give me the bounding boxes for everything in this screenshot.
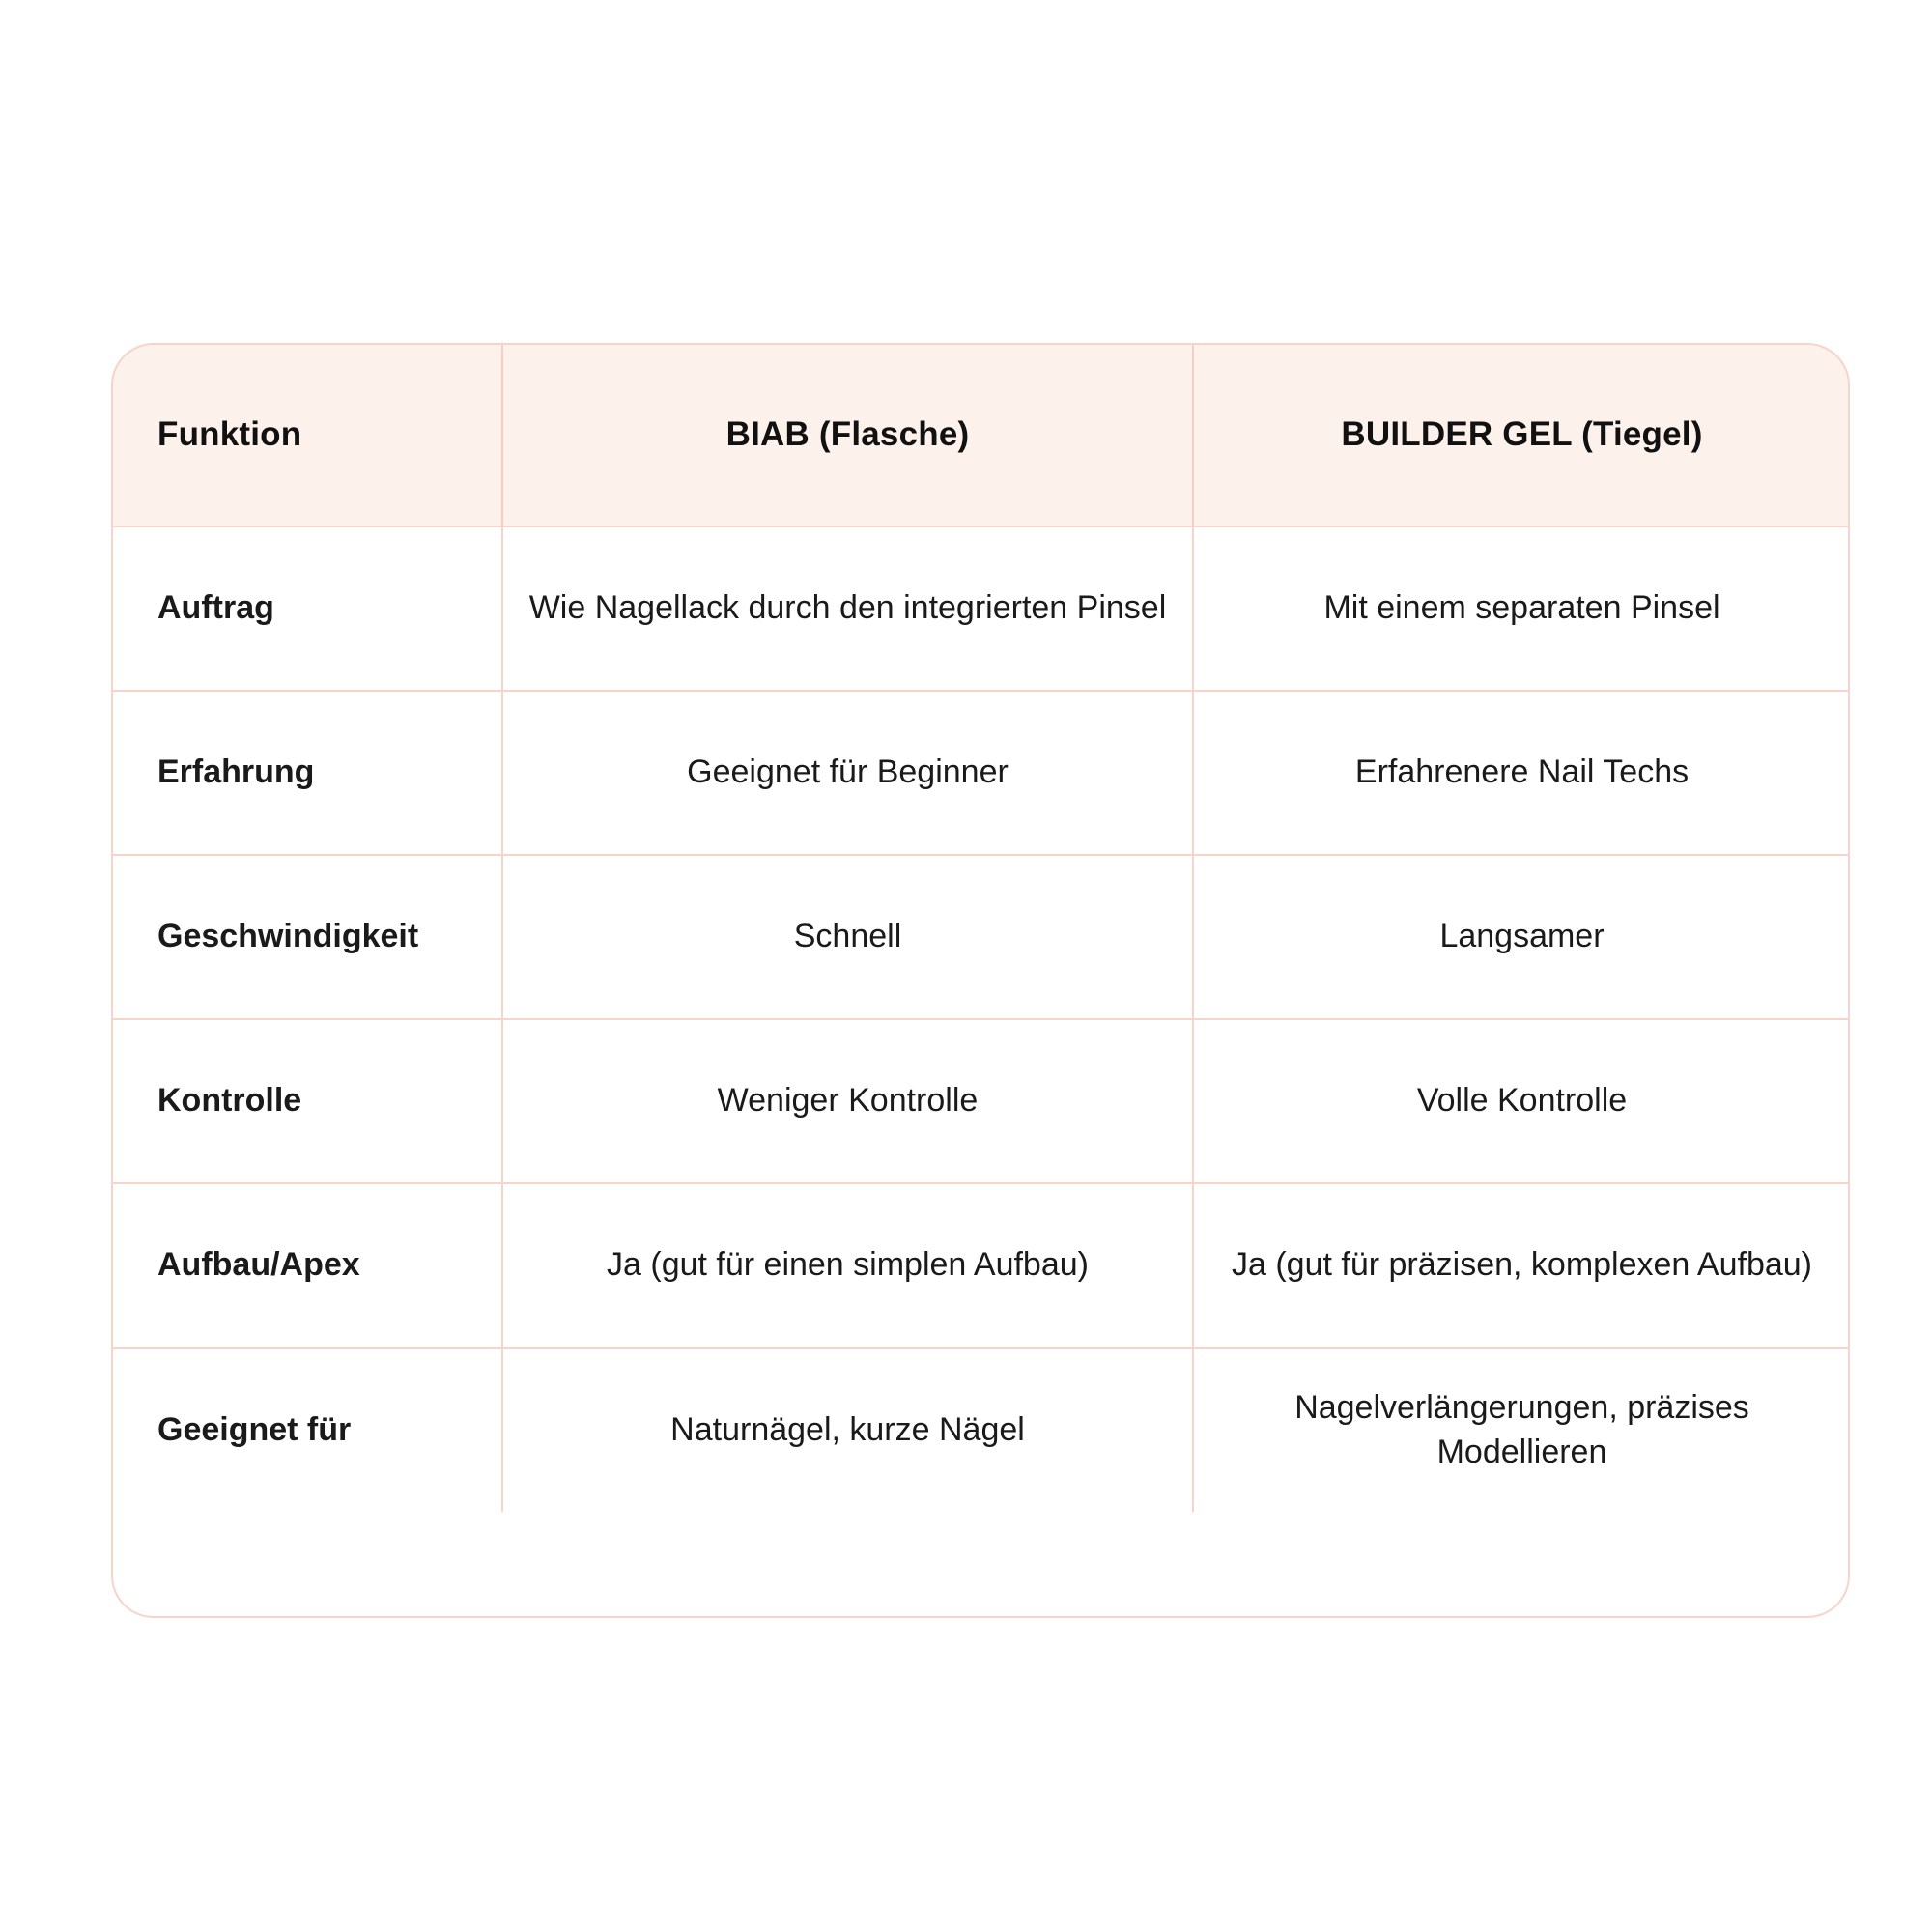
table-row — [111, 1348, 1850, 1512]
cell-builder-kontrolle: Volle Kontrolle — [1193, 1019, 1850, 1183]
table-row — [111, 1183, 1850, 1348]
row-feature-erfahrung: Erfahrung — [111, 691, 502, 855]
comparison-table-container — [111, 343, 1850, 1512]
cell-biab-kontrolle: Weniger Kontrolle — [502, 1019, 1193, 1183]
cell-builder-aufbau-apex: Ja (gut für präzisen, komplexen Aufbau) — [1193, 1183, 1850, 1348]
column-header-builder-gel: BUILDER GEL (Tiegel) — [1193, 343, 1850, 526]
table-row — [111, 855, 1850, 1019]
cell-biab-erfahrung: Geeignet für Beginner — [502, 691, 1193, 855]
cell-builder-erfahrung: Erfahrenere Nail Techs — [1193, 691, 1850, 855]
cell-builder-auftrag: Mit einem separaten Pinsel — [1193, 526, 1850, 691]
table-header-row — [111, 343, 1850, 526]
cell-biab-auftrag: Wie Nagellack durch den integrierten Pinsel — [502, 526, 1193, 691]
row-feature-kontrolle: Kontrolle — [111, 1019, 502, 1183]
column-header-biab: BIAB (Flasche) — [502, 343, 1193, 526]
row-feature-aufbau-apex: Aufbau/Apex — [111, 1183, 502, 1348]
table-row — [111, 526, 1850, 691]
table-body — [111, 526, 1850, 1512]
cell-biab-geeignet-fuer: Naturnägel, kurze Nägel — [502, 1348, 1193, 1512]
table-row — [111, 691, 1850, 855]
table-header — [111, 343, 1850, 526]
column-header-feature: Funktion — [111, 343, 502, 526]
row-feature-auftrag: Auftrag — [111, 526, 502, 691]
cell-builder-geschwindigkeit: Langsamer — [1193, 855, 1850, 1019]
comparison-table — [111, 343, 1850, 1512]
cell-builder-geeignet-fuer: Nagelverlängerungen, präzises Modellieren — [1193, 1348, 1850, 1512]
row-feature-geeignet-fuer: Geeignet für — [111, 1348, 502, 1512]
row-feature-geschwindigkeit: Geschwindigkeit — [111, 855, 502, 1019]
cell-biab-geschwindigkeit: Schnell — [502, 855, 1193, 1019]
cell-biab-aufbau-apex: Ja (gut für einen simplen Aufbau) — [502, 1183, 1193, 1348]
table-row — [111, 1019, 1850, 1183]
